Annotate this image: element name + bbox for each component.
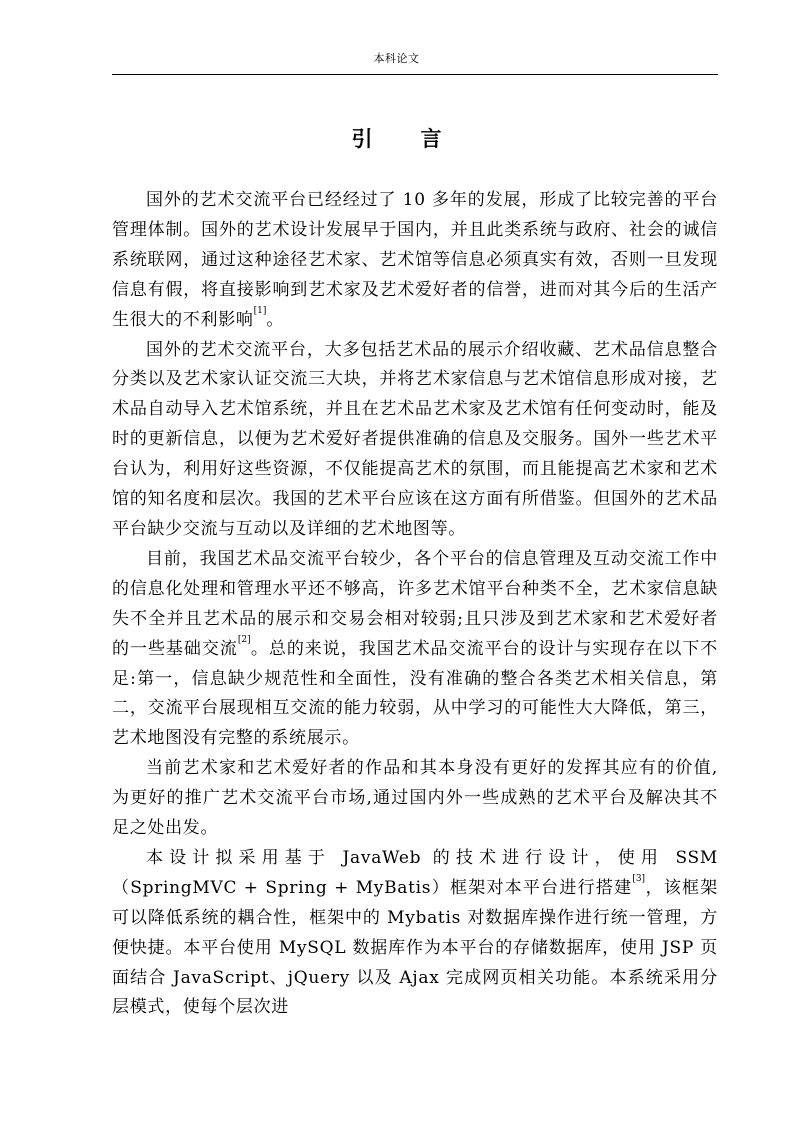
section-title [0, 124, 793, 154]
paragraph-1-text-end: 。 [266, 309, 285, 330]
section-title-char-1: 引 [351, 126, 373, 151]
paragraph-4 [112, 754, 718, 844]
paragraph-2-text: 国外的艺术交流平台，大多包括艺术品的展示介绍收藏、艺术品信息整合分类以及艺术家认证交流三大块，并将艺术家信息与艺术馆信息形成对接，艺术品自动导入艺术馆系统，并且在艺术品艺术家及艺术馆有任何变动时，能及时的更新信息，以便为艺术爱好者提供准确的信息及交服务。国外一些艺术平台认为，利用好这些资源，不仅能提高艺术的氛围，而且能提高艺术家和艺术馆的知名度和层次。我国的艺术平台应该在这方面有所借鉴。但国外的艺术品平台缺少交流与互动以及详细的艺术地图等。 [112, 339, 718, 539]
paragraph-2 [112, 336, 718, 545]
page-header-title: 本科论文 [373, 52, 420, 65]
paragraph-5-text-end: ，该框架可以降低系统的耦合性，框架中的 Mybatis 对数据库操作进行统一管理，方便快捷。本平台使用 MySQL 数据库作为本平台的存储数据库，使用 JSP 页面结合 JavaScript、jQuery 以及 Ajax 完成网页相关功能。本系统采用分层模式，使每个层次进 [112, 877, 718, 1018]
citation-ref-2: [2] [237, 634, 251, 645]
section-title-char-2: 言 [420, 126, 442, 151]
paragraph-5-text: 本设计拟采用基于 JavaWeb 的技术进行设计，使用 SSM（SpringMVC + Spring + MyBatis）框架对本平台进行搭建 [112, 847, 718, 898]
paragraph-1 [112, 186, 718, 336]
paragraph-1-text: 国外的艺术交流平台已经经过了 10 多年的发展，形成了比较完善的平台管理体制。国外的艺术设计发展早于国内，并且此类系统与政府、社会的诚信系统联网，通过这种途径艺术家、艺术馆等信息必须真实有效，否则一旦发现信息有假，将直接影响到艺术家及艺术爱好者的信誉，进而对其今后的生活产生很大的不利影响 [112, 190, 718, 330]
citation-ref-3: [3] [632, 873, 646, 884]
header-rule [112, 74, 718, 75]
citation-ref-1: [1] [253, 305, 267, 316]
paragraph-3-text: 目前，我国艺术品交流平台较少，各个平台的信息管理及互动交流工作中的信息化处理和管理水平还不够高，许多艺术馆平台种类不全，艺术家信息缺失不全并且艺术品的展示和交易会相对较弱;且只涉及到艺术家和艺术爱好者的一些基础交流 [112, 548, 718, 659]
paragraph-5 [112, 844, 718, 1023]
paragraph-3 [112, 545, 718, 754]
body-text [112, 186, 718, 1023]
paragraph-3-text-end: 。总的来说，我国艺术品交流平台的设计与实现存在以下不足:第一，信息缺少规范性和全面性，没有准确的整合各类艺术相关信息，第二，交流平台展现相互交流的能力较弱，从中学习的可能性大大降低，第三，艺术地图没有完整的系统展示。 [112, 638, 718, 749]
paragraph-4-text: 当前艺术家和艺术爱好者的作品和其本身没有更好的发挥其应有的价值,为更好的推广艺术交流平台市场,通过国内外一些成熟的艺术平台及解决其不足之处出发。 [112, 758, 718, 839]
